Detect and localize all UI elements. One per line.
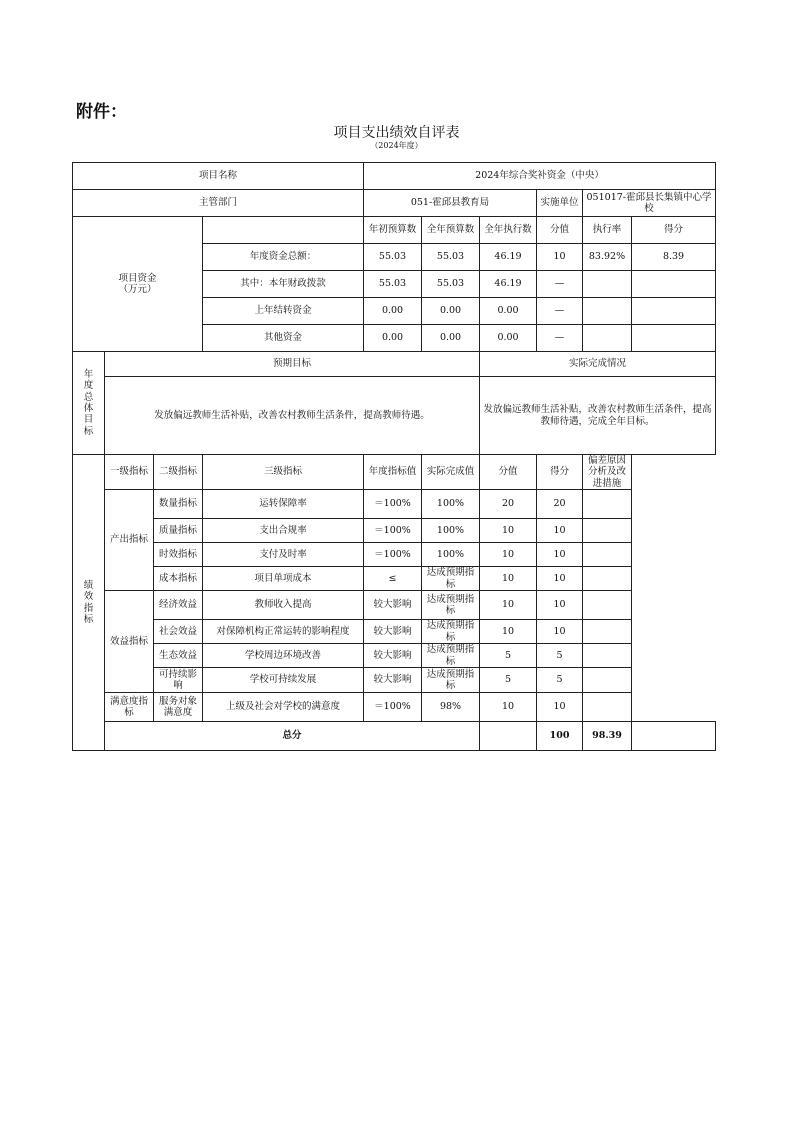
performance-table bbox=[72, 162, 716, 751]
col-header-score: 得分 bbox=[632, 217, 716, 244]
indicator-row: 生态效益 学校周边环境改善 较大影响 达成预期指标 5 5 bbox=[73, 644, 716, 668]
funds-row: 上年结转资金 0.00 0.00 0.00 — bbox=[73, 298, 716, 325]
attachment-label: 附件： bbox=[76, 102, 127, 122]
funds-header-row bbox=[73, 217, 716, 244]
indicator-row: 效益指标 经济效益 教师收入提高 较大影响 达成预期指标 10 10 bbox=[73, 591, 716, 620]
total-score: 98.39 bbox=[583, 722, 632, 751]
col-header-full: 全年预算数 bbox=[422, 217, 480, 244]
funds-row-label: 其他资金 bbox=[203, 325, 364, 352]
indicator-row: 时效指标 支付及时率 ＝100% 100% 10 10 bbox=[73, 543, 716, 567]
indicator-header-row: 绩 效 指 标 一级指标 二级指标 三级指标 年度指标值 实际完成值 分值 得分 偏差原因分析及改进措施 bbox=[73, 455, 716, 490]
total-row bbox=[73, 722, 716, 751]
level1-output: 产出指标 bbox=[105, 490, 154, 591]
funds-row: 年度资金总额： 55.03 55.03 46.19 10 83.92% 8.39 bbox=[73, 244, 716, 271]
project-name-label: 项目名称 bbox=[73, 163, 364, 190]
form-year: （2024年度） bbox=[370, 141, 423, 150]
total-label: 总分 bbox=[105, 722, 480, 751]
expected-goal-text: 发放偏远教师生活补贴，改善农村教师生活条件，提高教师待遇。 bbox=[105, 377, 480, 455]
funds-row-label: 上年结转资金 bbox=[203, 298, 364, 325]
col-header-exec: 全年执行数 bbox=[480, 217, 537, 244]
dept-value: 051-霍邱县教育局 bbox=[364, 190, 537, 217]
funds-row: 其中：本年财政拨款 55.03 55.03 46.19 — bbox=[73, 271, 716, 298]
total-actual bbox=[480, 722, 537, 751]
indicator-row: 成本指标 项目单项成本 ≤ 达成预期指标 10 10 bbox=[73, 567, 716, 591]
funds-row: 其他资金 0.00 0.00 0.00 — bbox=[73, 325, 716, 352]
actual-goal-text: 发放偏远教师生活补贴，改善农村教师生活条件，提高教师待遇，完成全年目标。 bbox=[480, 377, 716, 455]
expected-goal-label: 预期目标 bbox=[105, 352, 480, 377]
level1-satisfaction: 满意度指标 bbox=[105, 693, 154, 722]
indicators-section-label: 绩 效 指 标 bbox=[73, 455, 105, 751]
funds-row-label: 年度资金总额： bbox=[203, 244, 364, 271]
indicator-row: 满意度指标 服务对象满意度 上级及社会对学校的满意度 ＝100% 98% 10 10 bbox=[73, 693, 716, 722]
total-score-value: 100 bbox=[537, 722, 583, 751]
indicator-row: 社会效益 对保障机构正常运转的影响程度 较大影响 达成预期指标 10 10 bbox=[73, 620, 716, 644]
total-note bbox=[632, 722, 716, 751]
form-title: 项目支出绩效自评表 bbox=[333, 125, 460, 141]
col-header-rate: 执行率 bbox=[583, 217, 632, 244]
project-name: 2024年综合奖补资金（中央） bbox=[364, 163, 716, 190]
funds-row-label: 其中：本年财政拨款 bbox=[203, 271, 364, 298]
actual-goal-label: 实际完成情况 bbox=[480, 352, 716, 377]
level1-benefit: 效益指标 bbox=[105, 591, 154, 693]
indicator-row: 产出指标 数量指标 运转保障率 ＝100% 100% 20 20 bbox=[73, 490, 716, 519]
goals-section-label: 年 度 总 体 目 标 bbox=[73, 352, 105, 455]
col-header-start: 年初预算数 bbox=[364, 217, 422, 244]
funds-section-label: 项目资金 （万元） bbox=[73, 217, 203, 352]
indicator-row: 质量指标 支出合规率 ＝100% 100% 10 10 bbox=[73, 519, 716, 543]
indicator-row: 可持续影响 学校可持续发展 较大影响 达成预期指标 5 5 bbox=[73, 668, 716, 693]
unit-label: 实施单位 bbox=[537, 190, 583, 217]
dept-label: 主管部门 bbox=[73, 190, 364, 217]
unit-value: 051017-霍邱县长集镇中心学校 bbox=[583, 190, 716, 217]
col-header-score-val: 分值 bbox=[537, 217, 583, 244]
